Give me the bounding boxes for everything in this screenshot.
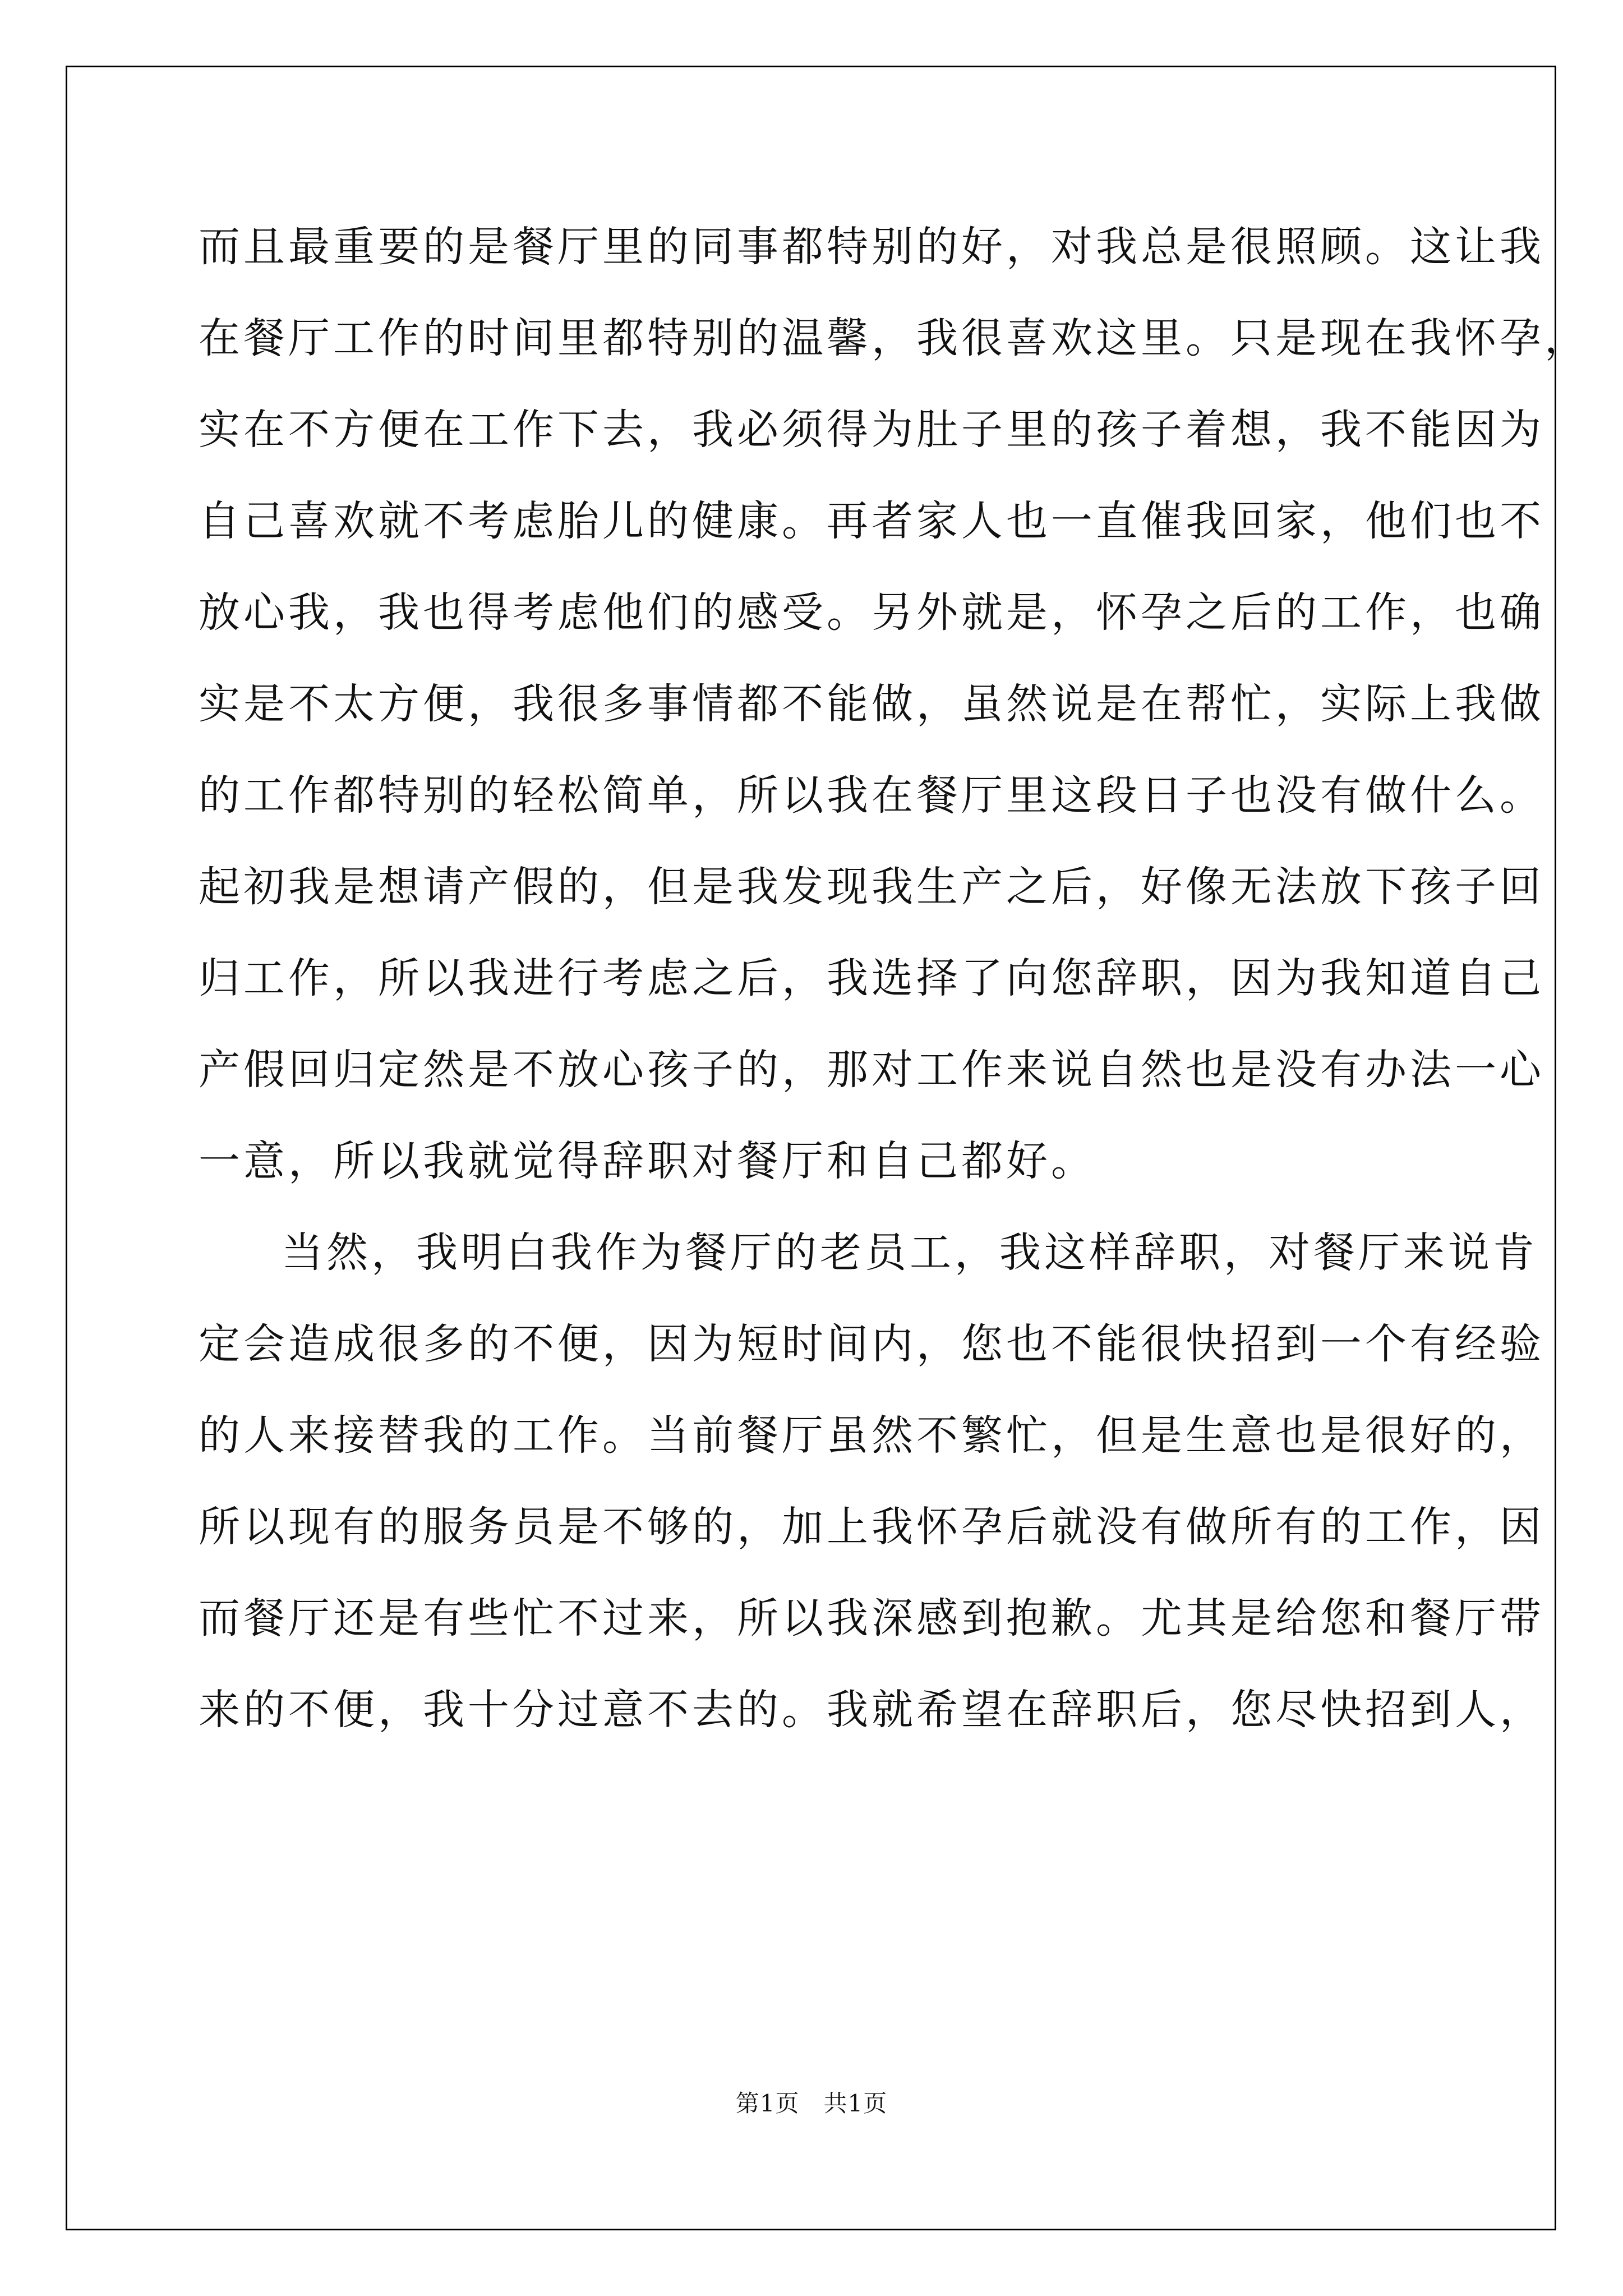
- text-line: 起初我是想请产假的，但是我发现我生产之后，好像无法放下孩子回: [199, 863, 1544, 911]
- text-line: 而且最重要的是餐厅里的同事都特别的好，对我总是很照顾。这让我: [199, 223, 1544, 271]
- text-line: 放心我，我也得考虑他们的感受。另外就是，怀孕之后的工作，也确: [199, 588, 1544, 637]
- text-line: 来的不便，我十分过意不去的。我就希望在辞职后，您尽快招到人，: [199, 1686, 1544, 1734]
- text-line: 归工作，所以我进行考虑之后，我选择了向您辞职，因为我知道自己: [199, 954, 1544, 1002]
- text-line: 的人来接替我的工作。当前餐厅虽然不繁忙，但是生意也是很好的，: [199, 1411, 1544, 1460]
- text-line: 而餐厅还是有些忙不过来，所以我深感到抱歉。尤其是给您和餐厅带: [199, 1594, 1544, 1642]
- text-line: 产假回归定然是不放心孩子的，那对工作来说自然也是没有办法一心: [199, 1046, 1544, 1094]
- text-line: 实在不方便在工作下去，我必须得为肚子里的孩子着想，我不能因为: [199, 406, 1544, 454]
- text-line: 的工作都特别的轻松简单，所以我在餐厅里这段日子也没有做什么。: [199, 771, 1544, 820]
- text-line: 所以现有的服务员是不够的，加上我怀孕后就没有做所有的工作，因: [199, 1503, 1544, 1551]
- text-line: 在餐厅工作的时间里都特别的温馨，我很喜欢这里。只是现在我怀孕，: [199, 314, 1589, 362]
- text-line: 自己喜欢就不考虑胎儿的健康。再者家人也一直催我回家，他们也不: [199, 497, 1544, 545]
- text-line: 定会造成很多的不便，因为短时间内，您也不能很快招到一个有经验: [199, 1320, 1544, 1368]
- text-line: 一意，所以我就觉得辞职对餐厅和自己都好。: [199, 1137, 1096, 1185]
- paragraph-first-line: 当然，我明白我作为餐厅的老员工，我这样辞职，对餐厅来说肯: [282, 1228, 1538, 1277]
- page-number-footer: 第1页 共1页: [735, 2090, 888, 2117]
- text-line: 实是不太方便，我很多事情都不能做，虽然说是在帮忙，实际上我做: [199, 680, 1544, 728]
